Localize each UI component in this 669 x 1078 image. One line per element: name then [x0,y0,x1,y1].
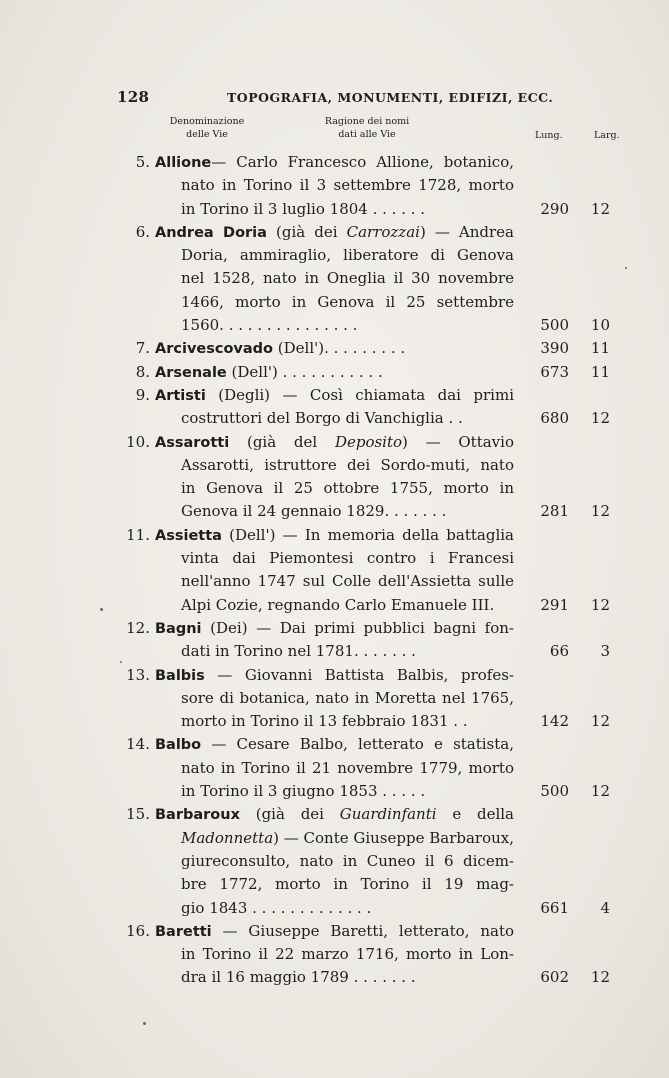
entry-line [118,733,628,756]
street-name: Balbo [155,737,202,754]
width-value: 11 [590,339,610,358]
scan-speck [143,1022,146,1025]
entry-number: 15. [126,805,150,824]
length-value: 680 [540,409,569,428]
entry-line [118,757,628,780]
width-value: 4 [600,898,610,917]
street-entry [118,733,628,803]
scan-speck [100,608,103,611]
entry-text: Alpi Cozie, regnando Carlo Emanuele III. [181,595,495,614]
entry-text: nato in Torino il 21 novembre 1779, morto [181,758,514,777]
length-value: 673 [540,362,569,381]
entry-text: 1466, morto in Genova il 25 settembre [181,292,514,311]
entry-number: 13. [126,665,150,684]
width-value: 3 [600,642,610,661]
street-name: Andrea Doria [155,224,267,241]
street-name: Arcivescovado [155,341,273,358]
entry-number: 8. [135,362,150,381]
entry-line [118,314,628,337]
entry-text: dati in Torino nel 1781. . . . . . . [181,642,416,661]
length-value: 291 [540,595,569,614]
street-name: Assarotti [155,434,230,451]
entry-text: 1560. . . . . . . . . . . . . . . [181,316,358,335]
entry-line [118,477,628,500]
page-number: 128 [117,88,150,106]
entry-line [118,617,628,640]
width-value: 12 [590,968,610,987]
entry-line [118,361,628,384]
width-value: 10 [590,316,610,335]
width-value: 11 [590,362,610,381]
street-entry [118,151,628,221]
width-value: 12 [590,712,610,731]
entry-text: sore di botanica, nato in Moretta nel 1765, [181,688,514,707]
entry-line [118,920,628,943]
street-entry [118,524,628,617]
entry-line [118,524,628,547]
entry-line [118,803,628,826]
entry-line [118,687,628,710]
column-header-reason-line1: Ragione dei nomi [324,116,410,127]
width-value: 12 [590,409,610,428]
street-name: Arsenale [155,364,227,381]
length-value: 66 [549,642,569,661]
scan-speck [625,267,627,269]
entry-line [118,221,628,244]
entry-line [118,547,628,570]
entry-line [118,664,628,687]
street-name: Bagni [155,620,202,637]
entry-text: Baretti — Giuseppe Baretti, letterato, nato [155,921,514,940]
entry-text: Madonnetta) — Conte Giuseppe Barbaroux, [181,828,515,847]
width-value: 12 [590,595,610,614]
entry-text: Allione— Carlo Francesco Allione, botanico, [155,153,514,171]
entry-line [118,267,628,290]
entry-text: in Torino il 3 giugno 1853 . . . . . [181,782,426,801]
entry-text: gio 1843 . . . . . . . . . . . . . [181,898,372,917]
entry-number: 5. [135,153,150,171]
entry-line [118,570,628,593]
entry-text: giureconsulto, nato in Cuneo il 6 dicem- [181,851,514,870]
entry-line [118,594,628,617]
column-header-name [157,115,257,141]
entry-number: 9. [135,385,150,404]
entry-line [118,291,628,314]
entry-number: 7. [135,339,150,358]
street-name: Allione [155,155,212,171]
column-header-width: Larg. [594,130,620,141]
length-value: 281 [540,502,569,521]
entry-line [118,710,628,733]
entry-line [118,431,628,454]
entry-text: in Torino il 22 marzo 1716, morto in Lon- [181,945,514,964]
street-name: Artisti [155,387,206,404]
entry-text: in Genova il 25 ottobre 1755, morto in [181,479,514,498]
length-value: 661 [540,898,569,917]
entry-text: in Torino il 3 luglio 1804 . . . . . . [181,199,426,218]
street-entry [118,664,628,734]
entry-text: Assarotti (già del Deposito) — Ottavio [155,432,514,451]
entry-line [118,780,628,803]
entry-text: Balbis — Giovanni Battista Balbis, profes- [155,665,514,684]
entry-text: Doria, ammiraglio, liberatore di Genova [181,246,514,265]
length-value: 602 [540,968,569,987]
column-header-reason [317,115,417,141]
length-value: 142 [540,712,569,731]
entry-line [118,966,628,989]
entry-line [118,500,628,523]
street-entry [118,617,628,664]
entry-line [118,943,628,966]
entry-text: Andrea Doria (già dei Carrozzai) — Andrea [155,222,514,241]
street-entry [118,361,628,384]
street-entry [118,920,628,990]
entry-text: Bagni (Dei) — Dai primi pubblici bagni fon- [155,618,514,637]
entry-line [118,151,628,174]
entry-text: Arsenale (Dell') . . . . . . . . . . . [155,362,383,381]
entry-line [118,384,628,407]
entry-line [118,337,628,360]
column-header-name-line2: delle Vie [186,129,228,140]
entry-text: Balbo — Cesare Balbo, letterato e statista, [155,735,514,754]
length-value: 390 [540,339,569,358]
entry-text: vinta dai Piemontesi contro i Francesi [181,549,514,568]
entry-text: Barbaroux (già dei Guardinfanti e della [155,805,514,824]
entry-number: 12. [126,618,150,637]
entry-text: Assarotti, istruttore dei Sordo-muti, nato [181,455,514,474]
entry-number: 10. [126,432,150,451]
street-entry [118,221,628,337]
entry-text: morto in Torino il 13 febbraio 1831 . . [181,712,468,731]
entry-text: Genova il 24 gennaio 1829. . . . . . . [181,502,447,521]
street-entry [118,803,628,919]
length-value: 500 [540,316,569,335]
entry-line [118,850,628,873]
entry-text: Artisti (Degli) — Così chiamata dai primi [155,385,514,404]
entry-line [118,897,628,920]
street-entries-list [118,151,628,990]
entry-line [118,407,628,430]
entry-text: nel 1528, nato in Oneglia il 30 novembre [181,269,514,288]
column-headers [117,115,627,145]
scan-speck [120,661,122,663]
entry-text: costruttori del Borgo di Vanchiglia . . [181,409,463,428]
street-entry [118,337,628,360]
entry-text: Arcivescovado (Dell'). . . . . . . . . [155,339,406,358]
column-header-reason-line2: dati alle Vie [338,129,396,140]
entry-line [118,174,628,197]
running-title: TOPOGRAFIA, MONUMENTI, EDIFIZI, ECC. [227,90,554,105]
entry-number: 16. [126,921,150,940]
entry-line [118,827,628,850]
entry-number: 6. [135,222,150,241]
entry-text: Assietta (Dell') — In memoria della battaglia [155,525,514,544]
entry-line [118,454,628,477]
column-header-length: Lung. [535,130,563,141]
entry-number: 11. [126,525,150,544]
entry-text: dra il 16 maggio 1789 . . . . . . . [181,968,416,987]
entry-text: nell'anno 1747 sul Colle dell'Assietta sulle [181,572,514,591]
street-name: Assietta [155,527,222,544]
entry-line [118,198,628,221]
column-header-name-line1: Denominazione [169,116,245,127]
entry-line [118,244,628,267]
width-value: 12 [590,502,610,521]
page-header [117,88,615,110]
street-name: Barbaroux [155,807,240,824]
width-value: 12 [590,199,610,218]
entry-line [118,873,628,896]
entry-number: 14. [126,735,150,754]
length-value: 500 [540,782,569,801]
entry-text: bre 1772, morto in Torino il 19 mag- [181,875,514,894]
length-value: 290 [540,199,569,218]
street-name: Balbis [155,667,205,684]
street-entry [118,431,628,524]
width-value: 12 [590,782,610,801]
street-entry [118,384,628,431]
entry-text: nato in Torino il 3 settembre 1728, morto [181,176,514,195]
entry-line [118,640,628,663]
street-name: Baretti [155,923,212,940]
